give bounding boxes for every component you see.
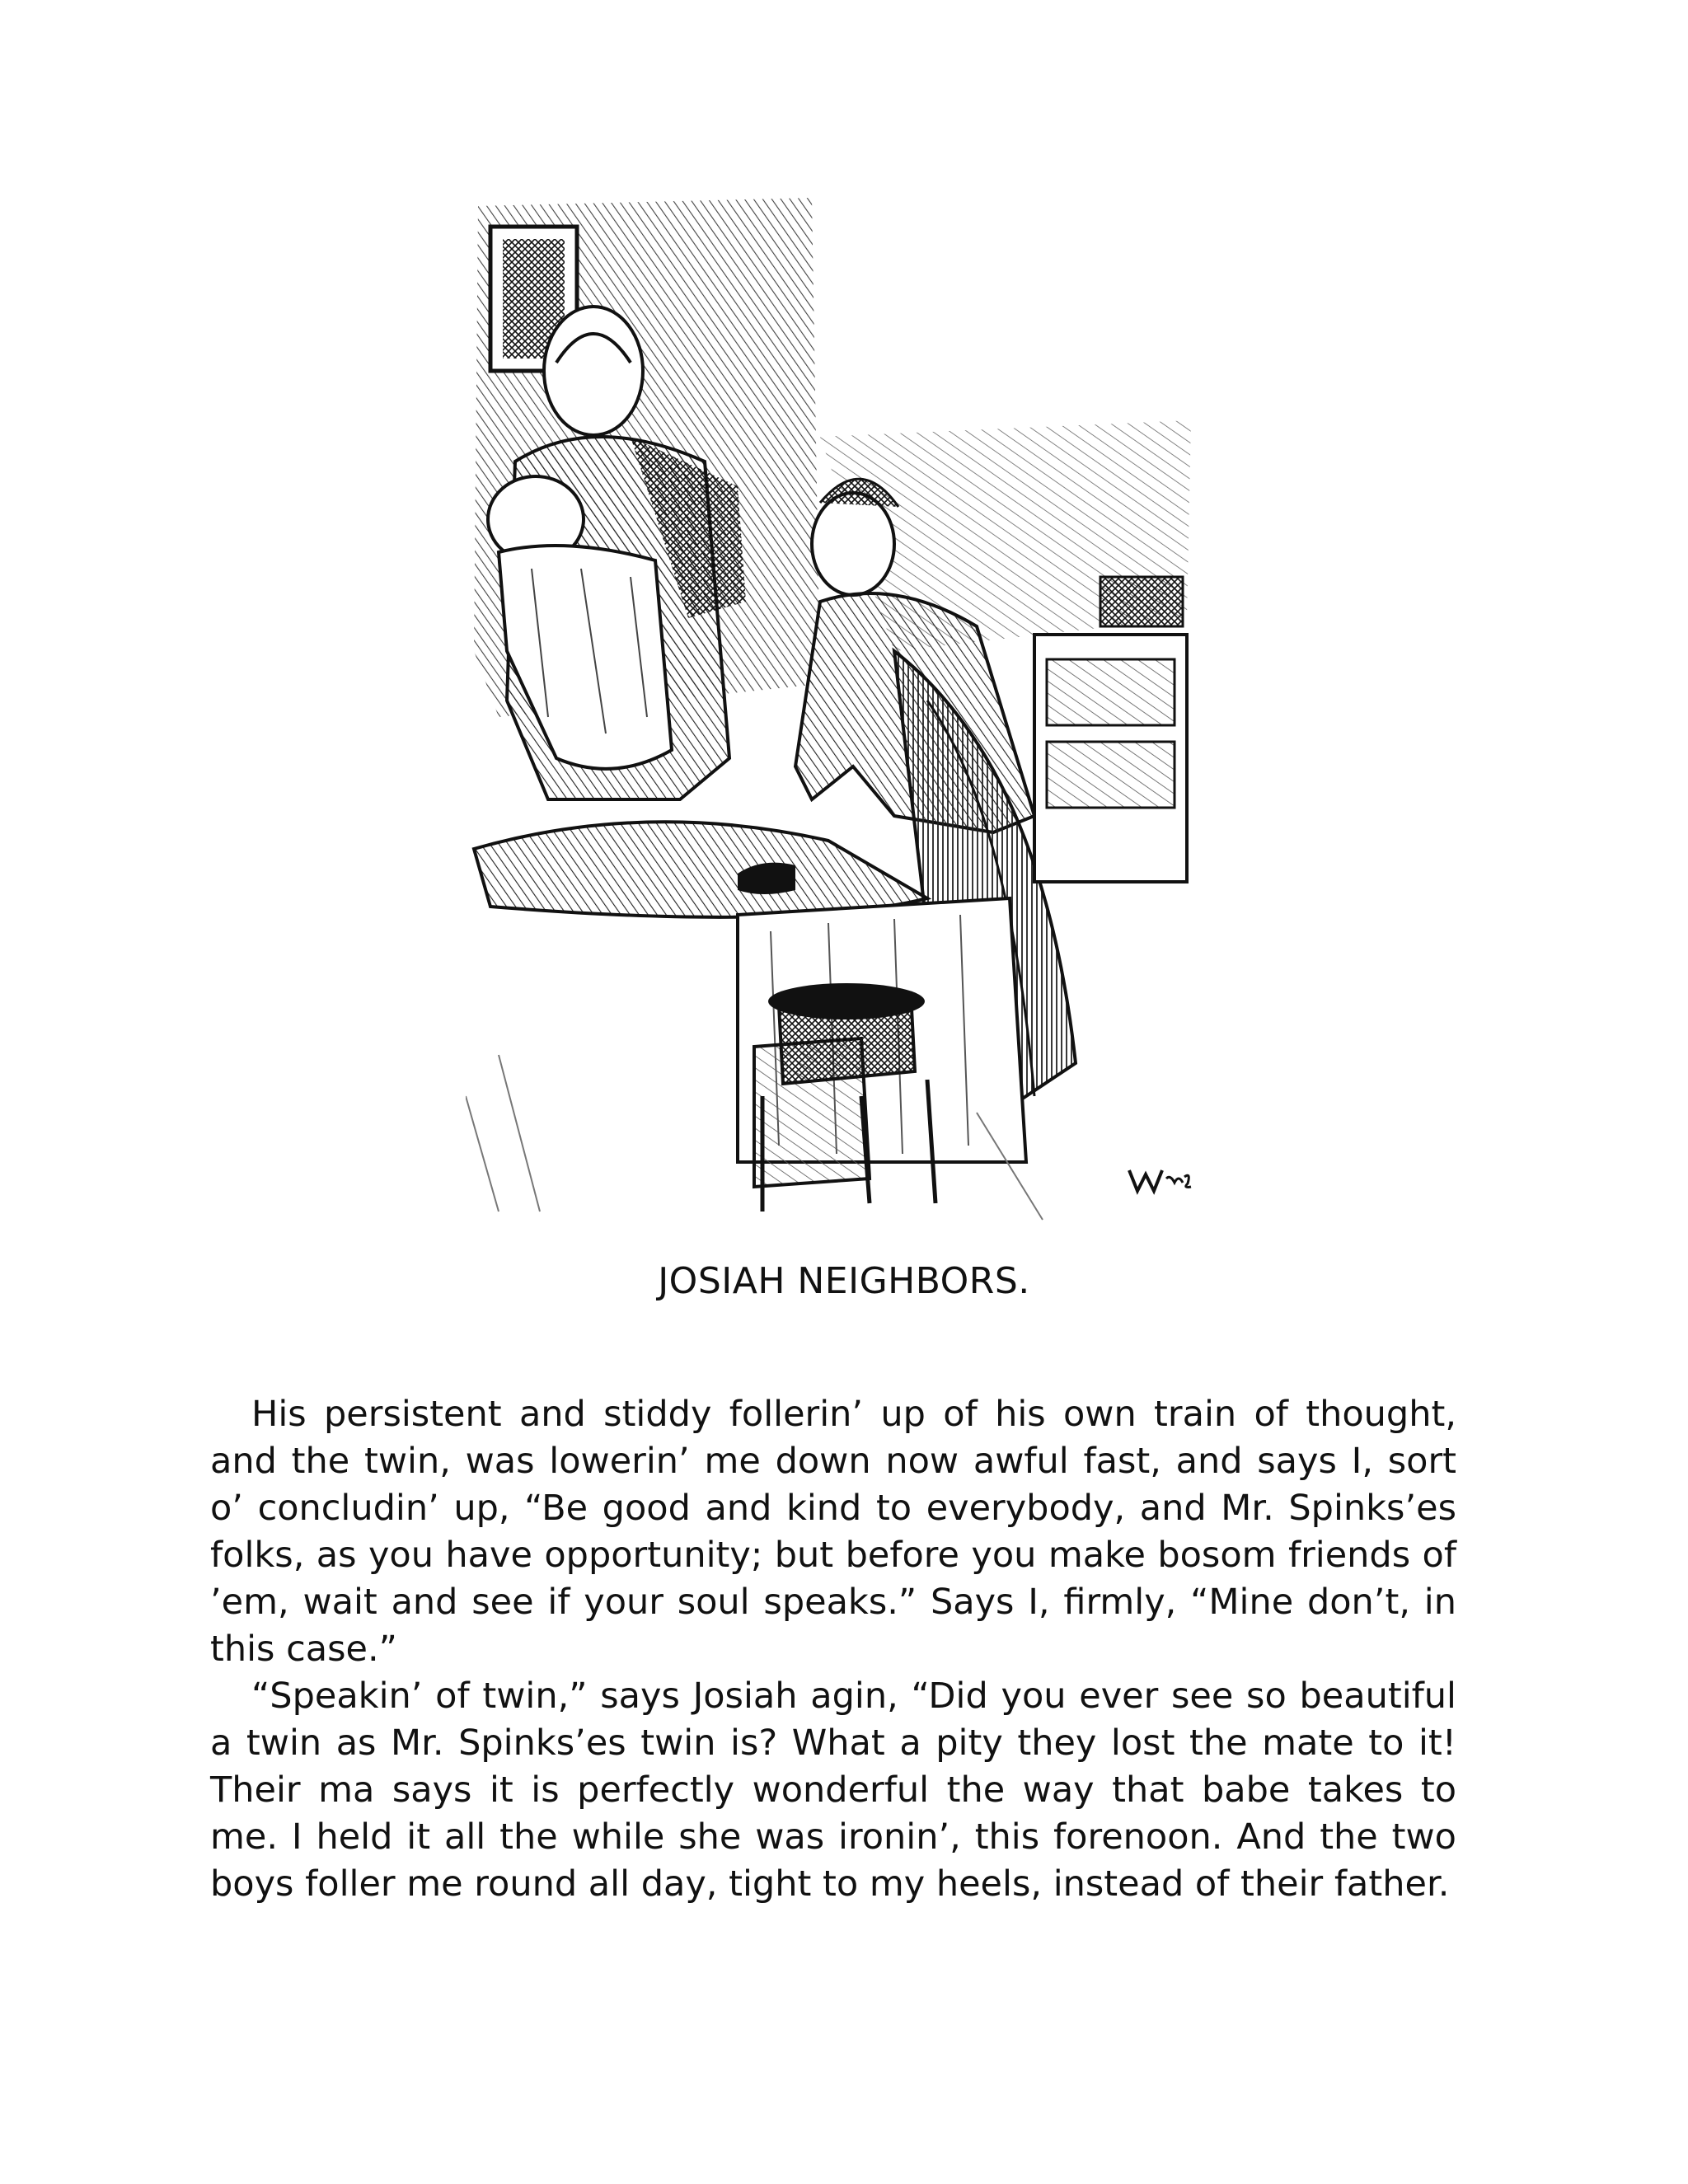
body-text: [210, 1391, 1456, 1908]
illustration-caption: JOSIAH NEIGHBORS.: [658, 1260, 1030, 1302]
paragraph: His persistent and stiddy follerin’ up of his own train of thought, and the twin, was lowerin’ me down now awful fast, and says I, sort o’ concludin’ up, “Be good and kind to everybody, and Mr. Spinks’es folks, as you have opportunity; but before you make bosom friends of ’em, wait and see if your soul speaks.” Says I, firmly, “Mine don’t, in this case.”: [210, 1394, 1456, 1670]
paragraph: “Speakin’ of twin,” says Josiah agin, “Did you ever see so beautiful a twin as Mr. Spinks’es twin is? What a pity they lost the mate to it! Their ma says it is perfectly wonderful the way that babe takes to me. I held it all the while she was ironin’, this forenoon. And the two boys foller me round all day, tight to my heels, instead of their father.: [210, 1675, 1456, 1905]
illustration-signature: [1129, 1170, 1191, 1191]
engraving-image: [466, 190, 1199, 1228]
illustration: [466, 190, 1199, 1228]
